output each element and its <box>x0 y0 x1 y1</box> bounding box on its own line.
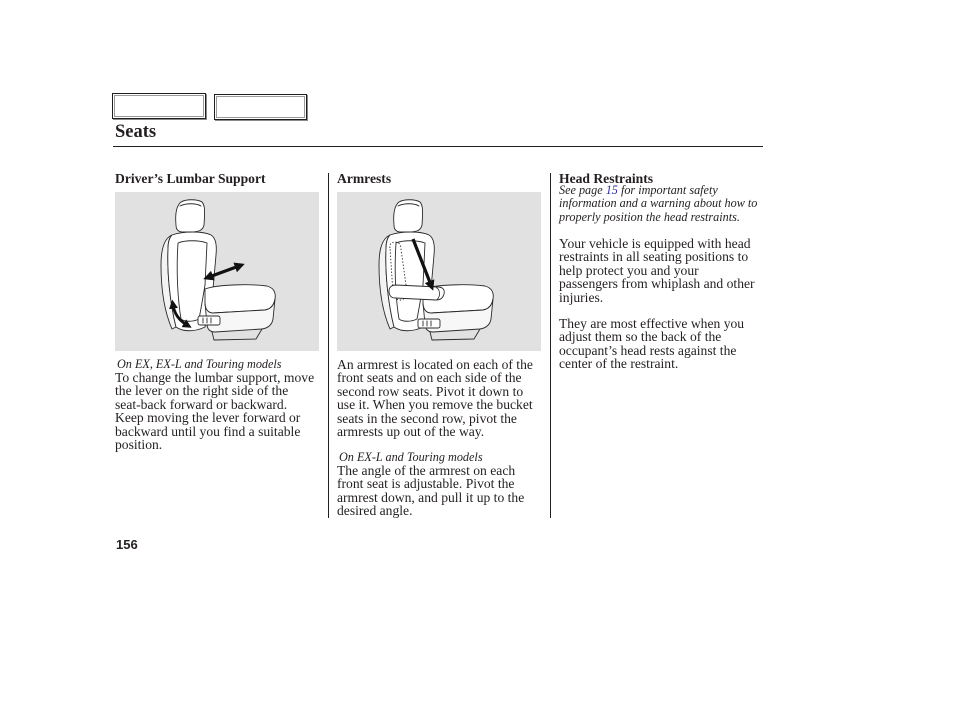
body-line: armrest down, and pull it up to the <box>337 489 525 505</box>
model-note-line: On EX-L and Touring models <box>339 450 483 464</box>
body-line: second row seats. Pivot it down to <box>337 383 524 399</box>
body-line: An armrest is located on each of the <box>337 357 533 372</box>
seat-drawing <box>379 200 493 340</box>
body-line: injuries. <box>559 289 604 305</box>
safety-note-prefix: See page <box>559 183 603 197</box>
safety-note <box>559 184 757 224</box>
headrest <box>394 200 423 232</box>
head-restraints-paragraph-1 <box>559 237 755 304</box>
body-line: seats in the second row, pivot the <box>337 410 517 426</box>
body-line: front seats and on each side of the <box>337 370 522 386</box>
armrest-illustration <box>337 192 541 351</box>
head-restraints-paragraph-2 <box>559 317 744 371</box>
body-line: passengers from whiplash and other <box>559 276 755 292</box>
column-divider-2 <box>550 173 551 518</box>
armrests-heading: Armrests <box>337 171 392 186</box>
armrest-figure <box>337 192 541 351</box>
armrest-lowered <box>389 285 444 300</box>
body-line: the lever on the right side of the <box>115 383 289 399</box>
body-line: The angle of the armrest on each <box>337 463 516 478</box>
lumbar-body <box>115 371 314 452</box>
body-line: position. <box>115 437 163 453</box>
body-line: Your vehicle is equipped with head <box>559 236 751 251</box>
lumbar-lever <box>198 316 220 325</box>
page-title: Seats <box>115 122 157 142</box>
body-line: They are most effective when you <box>559 316 745 331</box>
seat-lever <box>418 319 440 328</box>
body-line: desired angle. <box>337 503 413 519</box>
body-line: occupant’s head rests against the <box>559 342 737 358</box>
body-line: seat-back forward or backward. <box>115 396 288 412</box>
page-number: 156 <box>116 537 138 552</box>
body-line: center of the restraint. <box>559 356 679 372</box>
nav-button-1[interactable] <box>112 93 206 119</box>
lumbar-support-illustration <box>115 192 319 351</box>
lumbar-figure <box>115 192 319 351</box>
safety-note-line: information and a warning about how to <box>559 196 758 211</box>
armrest-angle-body <box>337 464 524 518</box>
cushion-top <box>205 285 275 313</box>
body-line: adjust them so the back of the <box>559 329 722 345</box>
safety-note-line <box>559 184 757 197</box>
headrest <box>176 200 205 232</box>
title-rule <box>113 146 763 147</box>
head-restraints-heading: Head Restraints <box>559 171 654 186</box>
body-line: restraints in all seating positions to <box>559 249 749 265</box>
safety-note-text: for important safety <box>620 183 718 197</box>
safety-note-line: properly position the head restraints. <box>559 209 740 224</box>
lumbar-heading: Driver’s Lumbar Support <box>115 171 266 186</box>
body-line: front seat is adjustable. Pivot the <box>337 476 515 492</box>
model-note-line: On EX, EX-L and Touring models <box>117 357 282 371</box>
page-15-link[interactable]: 15 <box>605 183 618 197</box>
body-line: To change the lumbar support, move <box>115 370 315 385</box>
body-line: Keep moving the lever forward or <box>115 410 301 426</box>
nav-button-2[interactable] <box>214 94 307 120</box>
armrests-body <box>337 358 533 439</box>
body-line: armrests up out of the way. <box>337 424 485 440</box>
column-divider-1 <box>328 173 329 518</box>
body-line: backward until you find a suitable <box>115 423 301 439</box>
body-line: help protect you and your <box>559 262 699 278</box>
body-line: use it. When you remove the bucket <box>337 397 533 413</box>
